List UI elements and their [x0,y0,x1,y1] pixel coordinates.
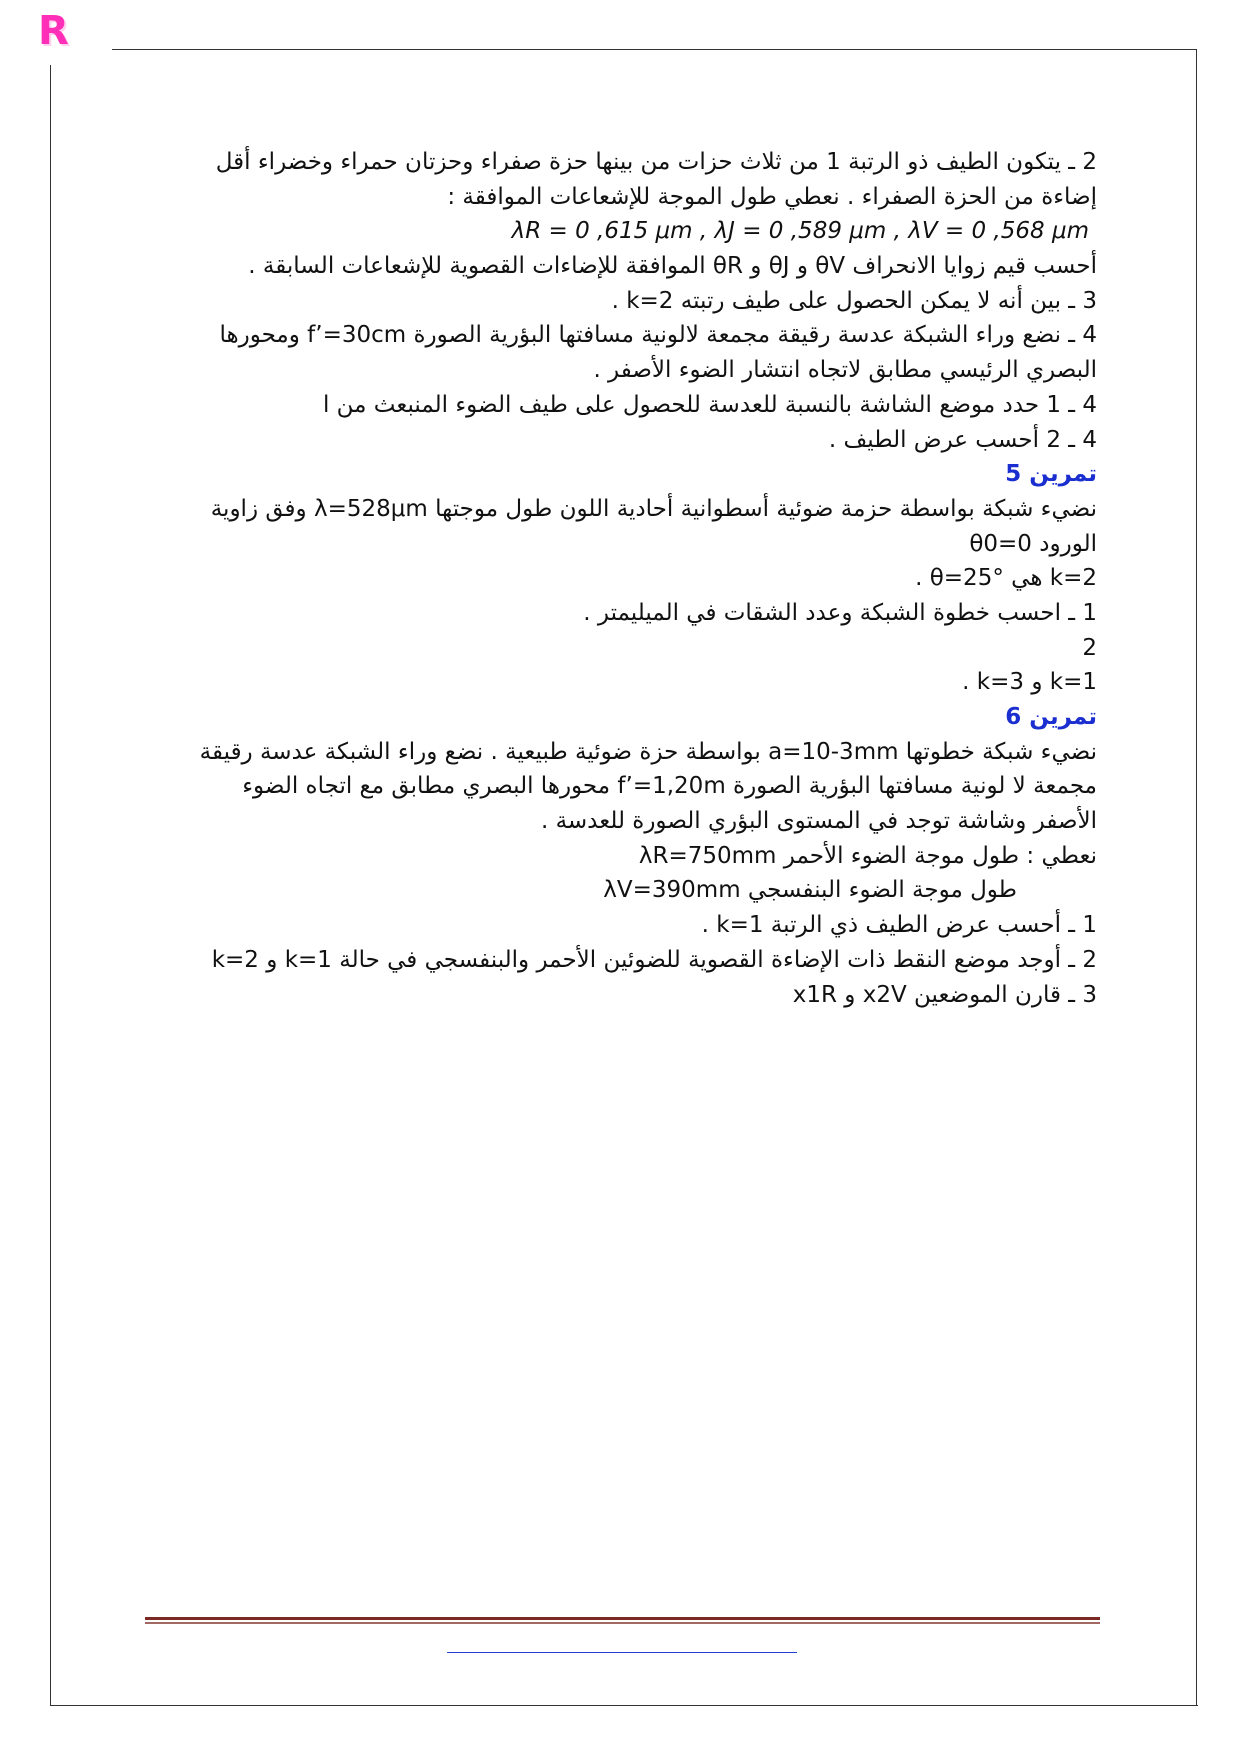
text-line: نضيء شبكة خطوتها a=10-3mm بواسطة حزة ضوئية طبيعية . نضع وراء الشبكة عدسة رقيقة [199,738,1097,765]
text-line: نضيء شبكة بواسطة حزمة ضوئية أسطوانية أحادية اللون طول موجتها λ=528μm وفق زاوية [210,495,1097,522]
text-line: k=2 هي θ=25° . [915,565,1097,592]
text-line: 3 ـ قارن الموضعين x2V و x1R [792,981,1097,1008]
footer-link-underline[interactable] [447,1652,797,1653]
text-line: البصري الرئيسي مطابق لاتجاه انتشار الضوء الأصفر . [593,357,1097,384]
page-frame-bottom [50,1705,1198,1706]
text-line: إضاءة من الحزة الصفراء . نعطي طول الموجة للإشعاعات الموافقة : [447,183,1097,210]
footer-divider-secondary [145,1622,1100,1624]
text-line: الأصفر وشاشة توجد في المستوى البؤري الصورة للعدسة . [540,808,1097,835]
page-frame-top [112,49,1197,50]
text-line: أحسب قيم زوايا الانحراف θV و θJ و θR الموافقة للإضاءات القصوية للإشعاعات السابقة . [248,253,1097,280]
text-line: 1 ـ احسب خطوة الشبكة وعدد الشقات في الميليمتر . [583,599,1097,626]
footer-divider [145,1617,1100,1620]
page-frame-right [1196,49,1197,1705]
text-line: طول موجة الضوء البنفسجي λV=390mm [603,877,1017,904]
exercise-5-heading: تمرين 5 [1005,461,1097,488]
document-body [145,145,1097,1012]
logo-r: R [38,8,69,54]
text-line: 4 ـ 2 أحسب عرض الطيف . [828,426,1097,453]
text-line: 4 ـ 1 حدد موضع الشاشة بالنسبة للعدسة للحصول على طيف الضوء المنبعث من ا [322,391,1097,418]
text-line: 2 ـ أوجد موضع النقط ذات الإضاءة القصوية للضوئين الأحمر والبنفسجي في حالة k=1 و k=2 [211,946,1097,973]
text-line: مجمعة لا لونية مسافتها البؤرية الصورة f’=1,20m محورها البصري مطابق مع اتجاه الضوء [242,773,1097,800]
text-line: نعطي : طول موجة الضوء الأحمر λR=750mm [638,842,1097,869]
text-line: 3 ـ بين أنه لا يمكن الحصول على طيف رتبته k=2 . [611,287,1097,314]
exercise-6-heading: تمرين 6 [1005,704,1097,730]
text-line: 1 ـ أحسب عرض الطيف ذي الرتبة k=1 . [701,912,1097,939]
text-line: الورود θ0=0 [969,530,1097,557]
text-line: 2 ـ يتكون الطيف ذو الرتبة 1 من ثلاث حزات من بينها حزة صفراء وحزتان حمراء وخضراء أقل [215,149,1097,175]
text-line: k=1 و k=3 . [962,669,1097,696]
text-line: 2 [1082,634,1097,661]
wavelength-formula: λR = 0 ,615 μm , λJ = 0 ,589 μm , λV = 0 ,568 μm [511,218,1089,245]
page-frame-left [50,65,51,1705]
text-line: 4 ـ نضع وراء الشبكة عدسة رقيقة مجمعة لالونية مسافتها البؤرية الصورة f’=30cm ومحورها [219,322,1097,349]
